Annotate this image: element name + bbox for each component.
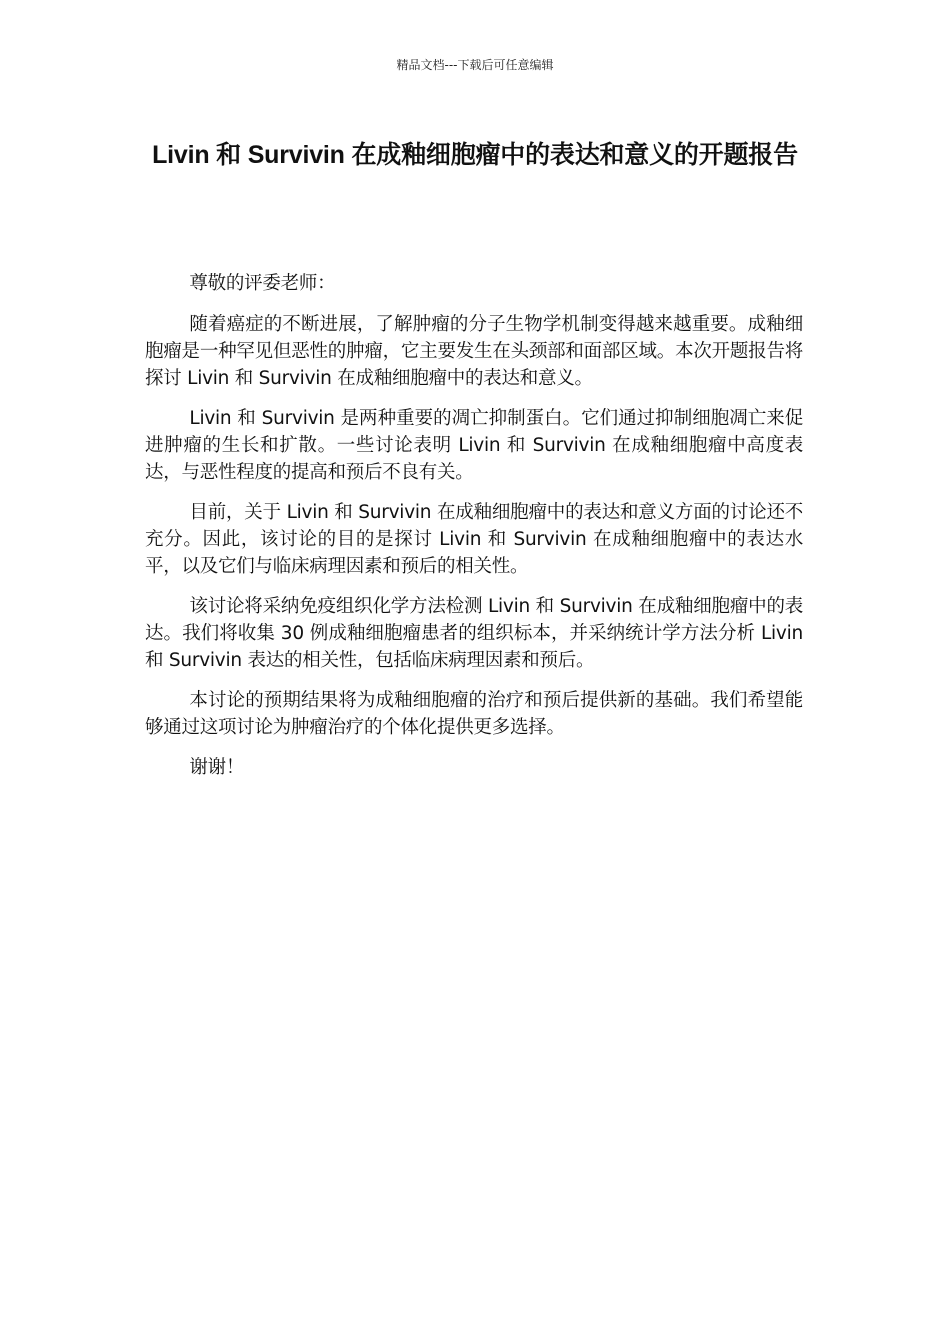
salutation: 尊敬的评委老师：	[189, 273, 336, 294]
document-body	[145, 270, 803, 795]
paragraph-background: Livin 和 Survivin 是两种重要的凋亡抑制蛋白。它们通过抑制细胞凋亡来促进肿瘤的生长和扩散。一些讨论表明 Livin 和 Survivin 在成釉细胞瘤中高度表达，与恶性程度的提高和预后不良有关。	[145, 408, 803, 483]
page-header-note: 精品文档---下载后可任意编辑	[396, 58, 554, 72]
paragraph-objective: 目前，关于 Livin 和 Survivin 在成釉细胞瘤中的表达和意义方面的讨论还不充分。因此，该讨论的目的是探讨 Livin 和 Survivin 在成釉细胞瘤中的表达水平，以及它们与临床病理因素和预后的相关性。	[145, 502, 803, 577]
paragraph-methods: 该讨论将采纳免疫组织化学方法检测 Livin 和 Survivin 在成釉细胞瘤中的表达。我们将收集 30 例成釉细胞瘤患者的组织标本，并采纳统计学方法分析 Livin 和 Survivin 表达的相关性，包括临床病理因素和预后。	[145, 596, 803, 671]
document-title: Livin 和 Survivin 在成釉细胞瘤中的表达和意义的开题报告	[152, 141, 798, 169]
closing: 谢谢！	[189, 757, 245, 778]
paragraph-expected-results: 本讨论的预期结果将为成釉细胞瘤的治疗和预后提供新的基础。我们希望能够通过这项讨论为肿瘤治疗的个体化提供更多选择。	[145, 690, 803, 738]
paragraph-introduction: 随着癌症的不断进展，了解肿瘤的分子生物学机制变得越来越重要。成釉细胞瘤是一种罕见但恶性的肿瘤，它主要发生在头颈部和面部区域。本次开题报告将探讨 Livin 和 Survivin 在成釉细胞瘤中的表达和意义。	[145, 314, 803, 389]
